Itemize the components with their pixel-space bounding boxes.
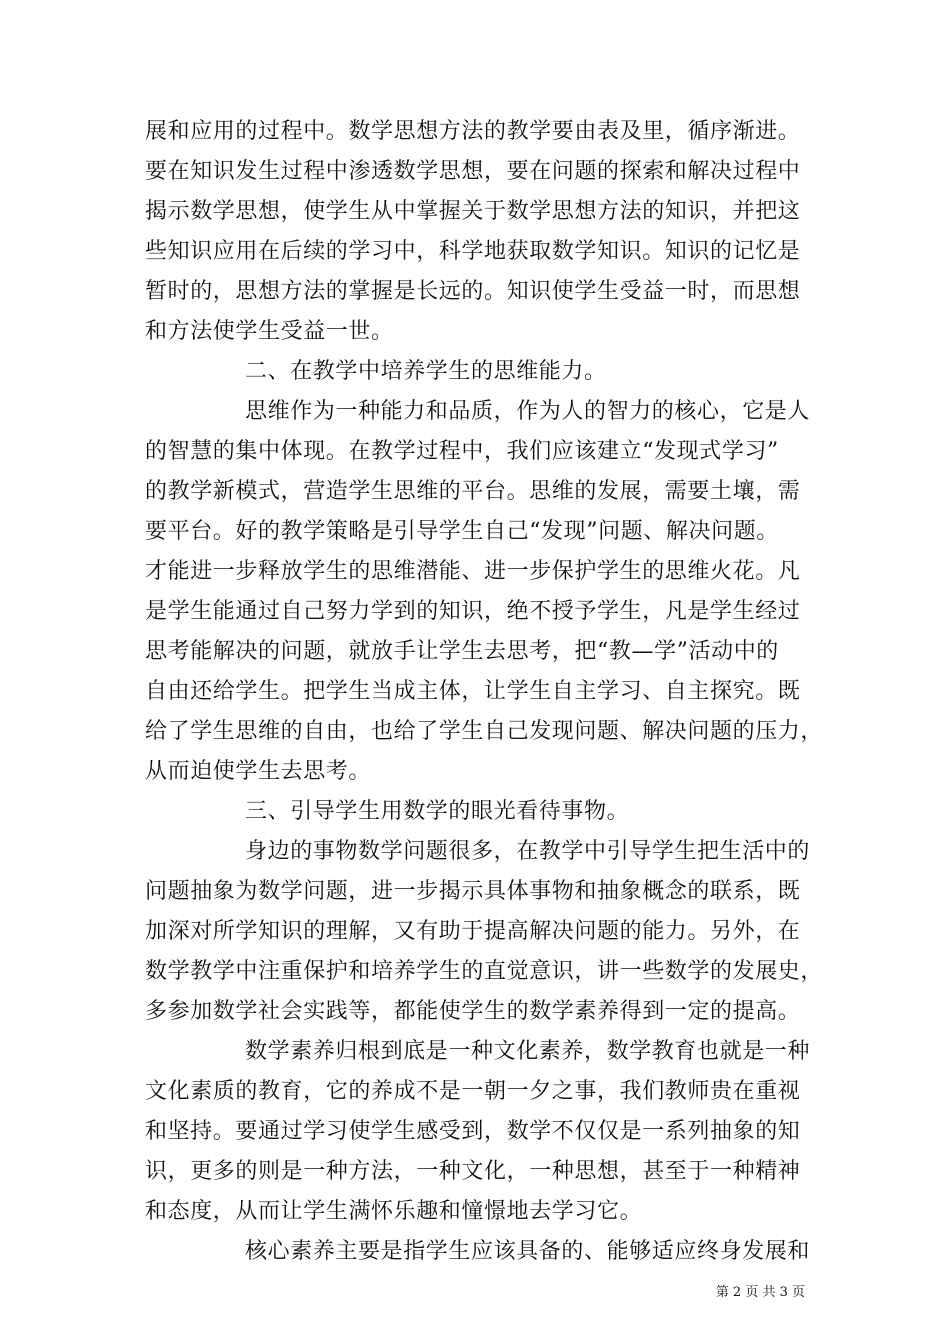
body-text-line: 文化素质的教育，它的养成不是一朝一夕之事，我们教师贵在重视 xyxy=(145,1079,801,1104)
body-text-line: 数学教学中注重保护和培养学生的直觉意识，讲一些数学的发展史， xyxy=(145,959,824,984)
body-text-line: 加深对所学知识的理解，又有助于提高解决问题的能力。另外，在 xyxy=(145,919,801,944)
body-text-line: 问题抽象为数学问题，进一步揭示具体事物和抽象概念的联系，既 xyxy=(145,879,801,904)
body-text-line: 要平台。好的教学策略是引导学生自己“发现”问题、解决问题。 xyxy=(145,519,779,544)
body-text-line: 身边的事物数学问题很多，在教学中引导学生把生活中的 xyxy=(245,839,811,864)
section-heading: 三、引导学生用数学的眼光看待事物。 xyxy=(245,799,630,824)
body-text-line: 识，更多的则是一种方法，一种文化，一种思想，甚至于一种精神 xyxy=(145,1159,801,1184)
body-text-line: 是学生能通过自己努力学到的知识，绝不授予学生，凡是学生经过 xyxy=(145,599,801,624)
body-text-line: 和方法使学生受益一世。 xyxy=(145,319,394,344)
body-text-line: 的教学新模式，营造学生思维的平台。思维的发展，需要土壤，需 xyxy=(145,479,801,504)
body-text-line: 给了学生思维的自由，也给了学生自己发现问题、解决问题的压力， xyxy=(145,719,824,744)
body-text-line: 展和应用的过程中。数学思想方法的教学要由表及里，循序渐进。 xyxy=(145,119,801,144)
body-text-line: 从而迫使学生去思考。 xyxy=(145,759,372,784)
section-heading: 二、在教学中培养学生的思维能力。 xyxy=(245,359,607,384)
body-text-line: 数学素养归根到底是一种文化素养，数学教育也就是一种 xyxy=(245,1039,811,1064)
body-text-line: 的智慧的集中体现。在教学过程中，我们应该建立“发现式学习” xyxy=(145,439,779,464)
body-text-line: 暂时的，思想方法的掌握是长远的。知识使学生受益一时，而思想 xyxy=(145,279,801,304)
body-text-line: 揭示数学思想，使学生从中掌握关于数学思想方法的知识，并把这 xyxy=(145,199,801,224)
page-footer: 第 2 页 共 3 页 xyxy=(715,1285,805,1300)
body-text-line: 思考能解决的问题，就放手让学生去思考，把“教—学”活动中的 xyxy=(145,639,779,664)
body-text-line: 思维作为一种能力和品质，作为人的智力的核心，它是人 xyxy=(245,399,811,424)
body-text-line: 才能进一步释放学生的思维潜能、进一步保护学生的思维火花。凡 xyxy=(145,559,801,584)
body-text-line: 自由还给学生。把学生当成主体，让学生自主学习、自主探究。既 xyxy=(145,679,801,704)
body-text-line: 和坚持。要通过学习使学生感受到，数学不仅仅是一系列抽象的知 xyxy=(145,1119,801,1144)
body-text-line: 些知识应用在后续的学习中，科学地获取数学知识。知识的记忆是 xyxy=(145,239,801,264)
body-text-line: 要在知识发生过程中渗透数学思想，要在问题的探索和解决过程中 xyxy=(145,159,801,184)
body-text-line: 核心素养主要是指学生应该具备的、能够适应终身发展和 xyxy=(245,1239,811,1264)
body-text-line: 和态度，从而让学生满怀乐趣和憧憬地去学习它。 xyxy=(145,1199,643,1224)
body-text-line: 多参加数学社会实践等，都能使学生的数学素养得到一定的提高。 xyxy=(145,999,801,1024)
